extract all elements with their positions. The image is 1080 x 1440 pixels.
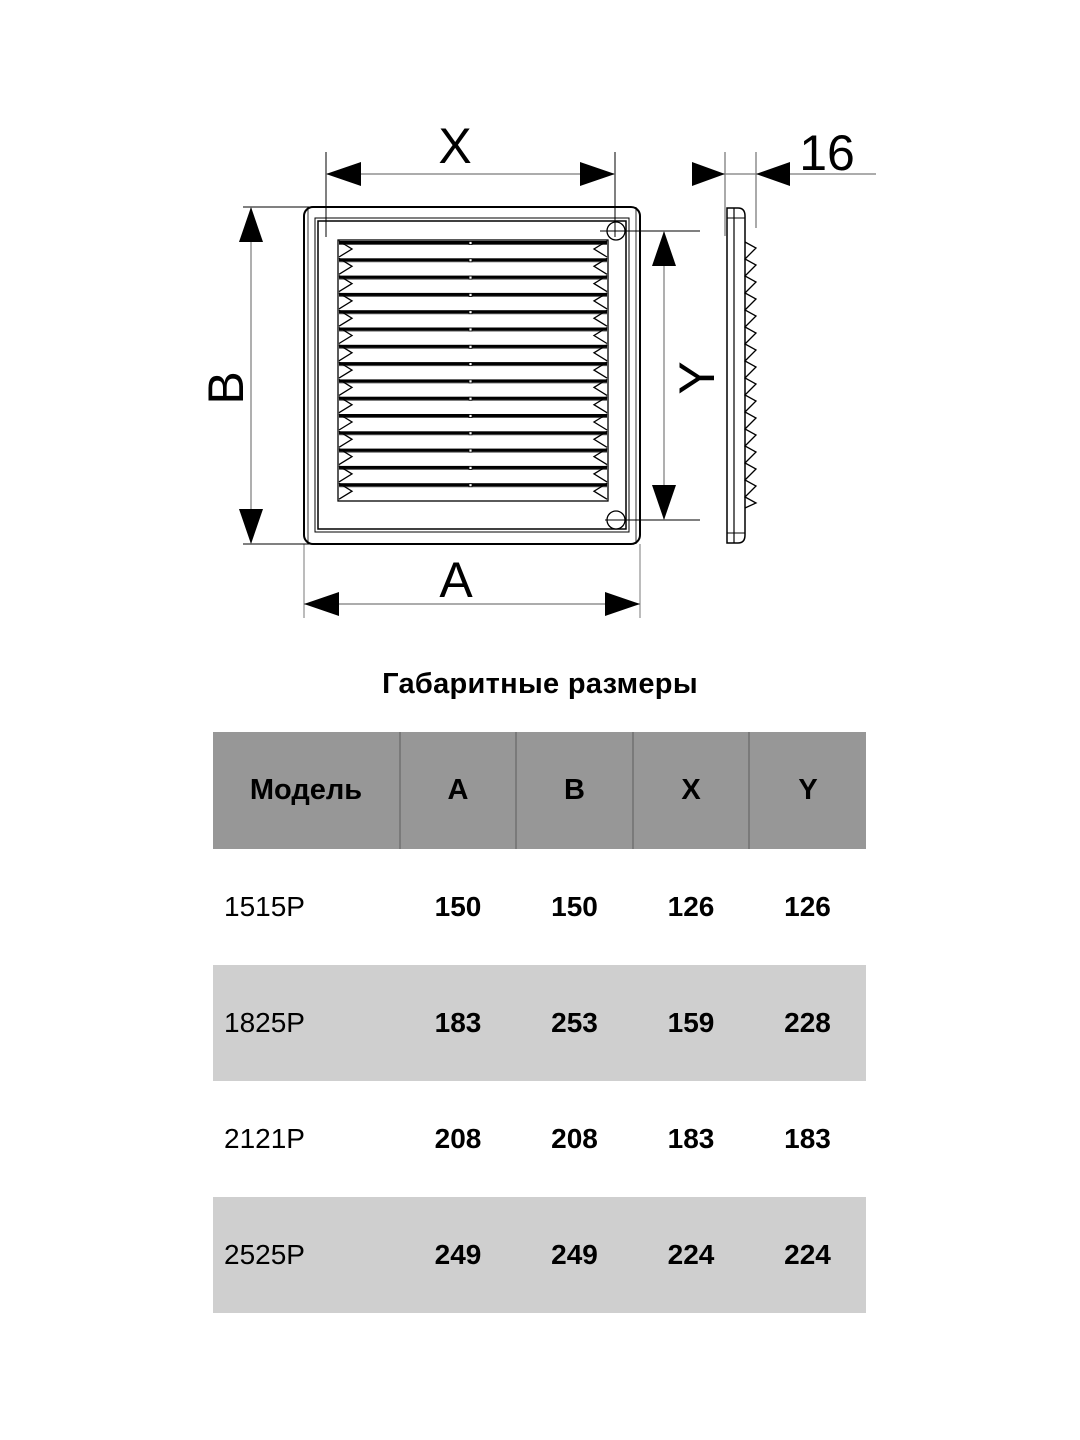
table-row xyxy=(213,965,866,1081)
dimension-a xyxy=(304,544,640,618)
table-row xyxy=(213,1081,866,1197)
column-header-x: X xyxy=(633,732,749,849)
louver-slats xyxy=(339,241,607,499)
cell-x: 126 xyxy=(667,891,715,922)
cell-x: 183 xyxy=(667,1123,715,1154)
column-header-a: A xyxy=(400,732,516,849)
cell-y: 228 xyxy=(749,965,866,1081)
dimension-label-x: X xyxy=(438,118,472,174)
cell-model: 2525P xyxy=(213,1197,400,1313)
dimension-label-depth: 16 xyxy=(799,125,855,181)
dimension-depth xyxy=(692,125,876,236)
cell-b: 150 xyxy=(551,891,598,922)
cell-y: 224 xyxy=(749,1197,866,1313)
cell-x: 224 xyxy=(633,1197,749,1313)
cell-y: 183 xyxy=(784,1123,831,1154)
cell-model: 1825P xyxy=(213,965,400,1081)
dimension-label-b: B xyxy=(198,371,254,405)
column-header-model: Модель xyxy=(213,732,400,849)
cell-model: 1515P xyxy=(224,891,305,922)
grille-front-view xyxy=(304,207,700,544)
column-header-y: Y xyxy=(749,732,866,849)
dimension-y xyxy=(652,231,725,520)
cell-model: 2121P xyxy=(224,1123,305,1154)
cell-a: 208 xyxy=(434,1123,482,1154)
dimension-label-a: A xyxy=(439,552,473,608)
column-header-b: B xyxy=(516,732,633,849)
dimension-b xyxy=(198,207,318,544)
cell-x: 159 xyxy=(633,965,749,1081)
grille-side-view xyxy=(727,208,756,543)
table-header-row xyxy=(213,732,866,849)
cell-b: 253 xyxy=(516,965,633,1081)
dimension-label-y: Y xyxy=(669,361,725,395)
cell-a: 249 xyxy=(400,1197,516,1313)
dimension-x xyxy=(326,118,615,237)
cell-y: 126 xyxy=(784,891,831,922)
cell-b: 208 xyxy=(551,1123,598,1154)
table-row xyxy=(213,1197,866,1313)
cell-b: 249 xyxy=(516,1197,633,1313)
cell-a: 183 xyxy=(400,965,516,1081)
cell-a: 150 xyxy=(434,891,482,922)
dimensions-table xyxy=(213,732,866,1313)
spec-table-title: Габаритные размеры xyxy=(382,668,698,700)
technical-drawing xyxy=(0,0,1080,650)
table-row xyxy=(213,849,866,965)
